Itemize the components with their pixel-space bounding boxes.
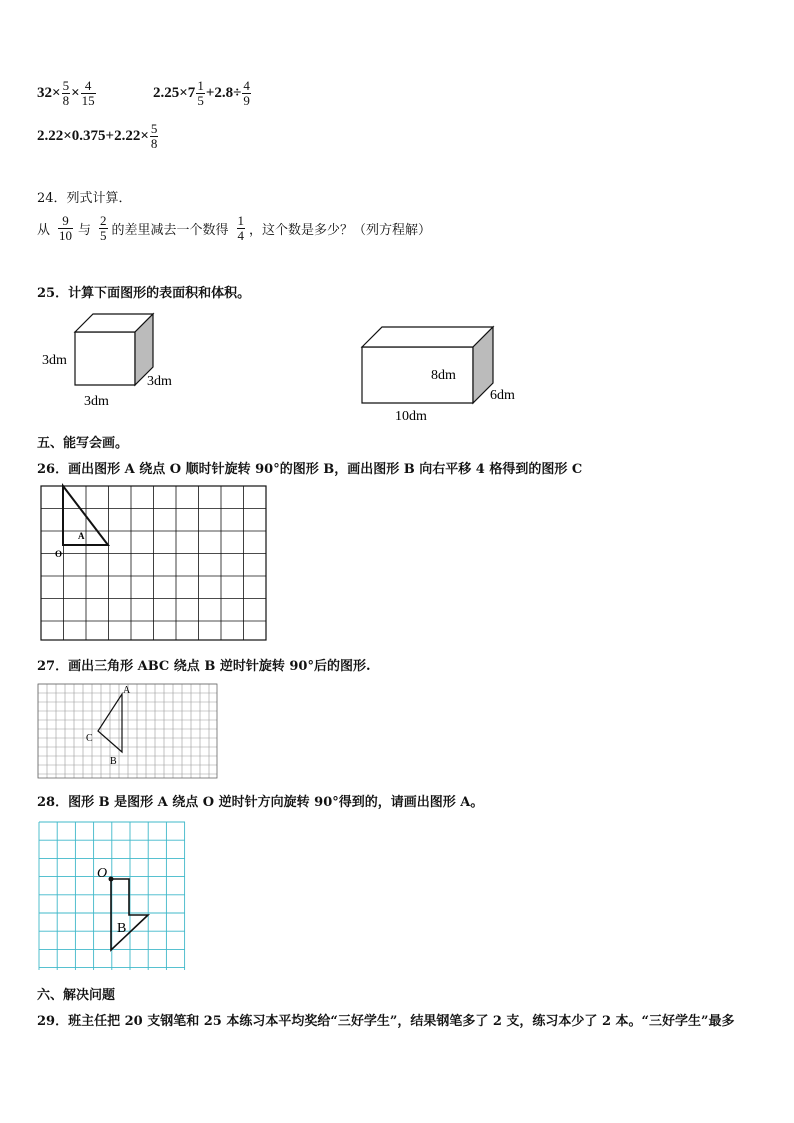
fraction: $\frac{5}{8}$ — [62, 78, 70, 108]
q28-label-b: B — [117, 921, 127, 936]
expr-2-lead: 2.25×7 — [153, 85, 196, 101]
fraction: $\frac{1}{5}$ — [197, 78, 204, 108]
q27-label-b: B — [110, 756, 117, 767]
fraction: $\frac{1}{4}$ — [237, 213, 245, 243]
cuboid-right-label: 6dm — [490, 388, 515, 403]
q24-title: 24．列式计算． — [37, 191, 132, 206]
q24-text-3: 的差里减去一个数得 — [111, 223, 229, 238]
grid-lines — [38, 684, 217, 778]
q26-title: 26．画出图形 A 绕点 O 顺时针旋转 90°的图形 B，画出图形 B 向右平移 4 格得到的图形 C — [37, 462, 583, 477]
q26-label-a: A — [78, 531, 85, 541]
grid-lines — [39, 822, 185, 970]
q27-label-c: C — [86, 733, 93, 744]
expr-1-lead: 32× — [37, 85, 61, 101]
q28-grid — [37, 820, 189, 974]
expr-2-mid: +2.8÷ — [205, 85, 242, 101]
q26-grid — [38, 480, 270, 645]
expr-3 — [37, 122, 159, 151]
q27-title: 27．画出三角形 ABC 绕点 B 逆时针旋转 90°后的图形. — [37, 659, 371, 674]
q29-title: 29．班主任把 20 支钢笔和 25 本练习本平均奖给“三好学生”，结果钢笔多了 2 支，练习本少了 2 本。“三好学生”最多 — [37, 1014, 735, 1029]
fraction: $\frac{5}{8}$ — [150, 121, 158, 151]
q24-text-4: ，这个数是多少？（列方程解） — [249, 223, 432, 238]
q25-title: 25．计算下面图形的表面积和体积。 — [37, 286, 251, 301]
cube-figure — [30, 305, 200, 415]
q24-body — [37, 214, 431, 243]
q24-text-2: 与 — [78, 223, 92, 238]
section-5-heading: 五、能写会画。 — [37, 436, 129, 451]
fraction: $\frac{2}{5}$ — [100, 213, 107, 243]
cube-bottom-label: 3dm — [84, 394, 109, 409]
grid-lines — [41, 486, 266, 640]
q26-label-o: O — [55, 549, 63, 559]
cuboid-figure — [350, 320, 530, 425]
q28-title: 28．图形 B 是图形 A 绕点 O 逆时针方向旋转 90°得到的，请画出图形 A。 — [37, 795, 484, 810]
q24-text-1: 从 — [37, 223, 51, 238]
q28-label-o: O — [97, 866, 108, 881]
fraction: $\frac{9}{10}$ — [59, 213, 73, 243]
fraction: $\frac{4}{9}$ — [243, 78, 250, 108]
cuboid-bottom-label: 10dm — [395, 409, 427, 424]
expr-3-lead: 2.22×0.375+2.22× — [37, 128, 149, 144]
section-6-heading: 六、解决问题 — [37, 988, 116, 1003]
expr-2 — [153, 79, 252, 108]
expr-1 — [37, 79, 97, 108]
q27-grid — [37, 680, 221, 782]
fraction: $\frac{4}{15}$ — [81, 78, 95, 108]
cuboid-front-label: 8dm — [431, 368, 456, 383]
expr-1-op: × — [71, 85, 80, 101]
cube-right-label: 3dm — [147, 374, 172, 389]
cube-left-label: 3dm — [42, 353, 67, 368]
q27-label-a: A — [123, 685, 131, 696]
